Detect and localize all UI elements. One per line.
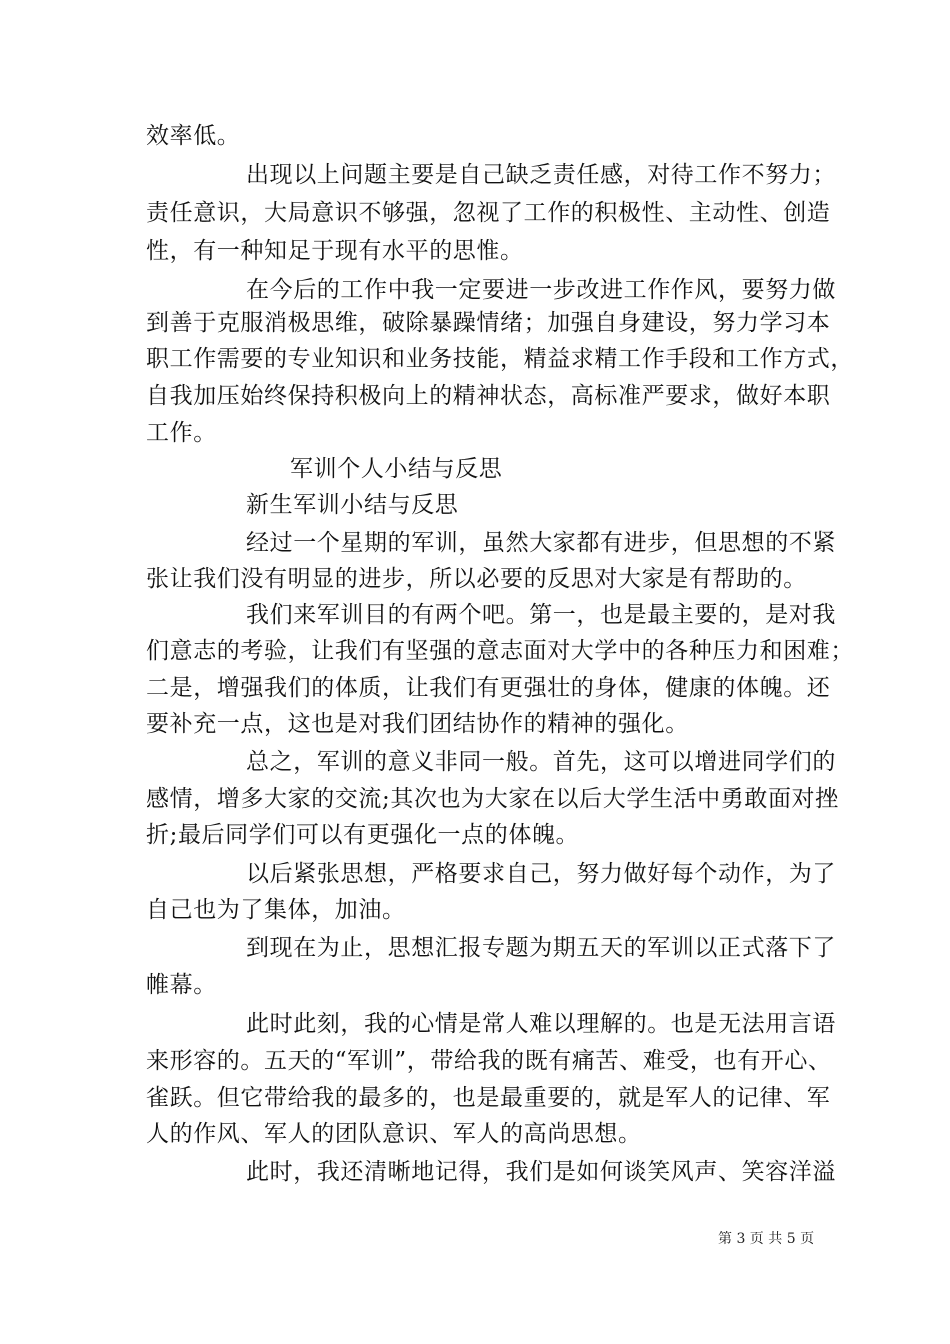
text-line: 自己也为了集体，加油。 xyxy=(146,897,406,923)
paragraph-line: 到现在为止，思想汇报专题为期五天的军训以正式落下了 xyxy=(246,935,836,961)
paragraph-line: 总之，军训的意义非同一般。首先，这可以增进同学们的 xyxy=(246,749,836,775)
paragraph-line: 出现以上问题主要是自己缺乏责任感，对待工作不努力； xyxy=(246,162,836,188)
text-line: 雀跃。但它带给我的最多的，也是最重要的，就是军人的记律、军 xyxy=(146,1085,831,1111)
text-line: 要补充一点，这也是对我们团结协作的精神的强化。 xyxy=(146,711,689,737)
text-line: 人的作风、军人的团队意识、军人的高尚思想。 xyxy=(146,1121,642,1147)
text-line: 们意志的考验，让我们有坚强的意志面对大学中的各种压力和困难； xyxy=(146,638,854,664)
paragraph-line: 在今后的工作中我一定要进一步改进工作作风，要努力做 xyxy=(246,277,836,303)
text-line: 张让我们没有明显的进步，所以必要的反思对大家是有帮助的。 xyxy=(146,566,807,592)
text-line: 感情，增多大家的交流;其次也为大家在以后大学生活中勇敢面对挫 xyxy=(146,786,839,812)
text-line: 效率低。 xyxy=(146,123,241,149)
section-title: 军训个人小结与反思 xyxy=(290,456,503,482)
text-line: 二是，增强我们的体质，让我们有更强壮的身体，健康的体魄。还 xyxy=(146,675,831,701)
text-line: 责任意识，大局意识不够强，忽视了工作的积极性、主动性、创造 xyxy=(146,200,831,226)
paragraph-line: 此时此刻，我的心情是常人难以理解的。也是无法用言语 xyxy=(246,1011,836,1037)
paragraph-line: 此时，我还清晰地记得，我们是如何谈笑风声、笑容洋溢 xyxy=(246,1159,836,1185)
text-line: 职工作需要的专业知识和业务技能，精益求精工作手段和工作方式， xyxy=(146,346,854,372)
text-line: 自我加压始终保持积极向上的精神状态，高标准严要求，做好本职 xyxy=(146,383,831,409)
page-number-footer: 第 3 页 共 5 页 xyxy=(718,1231,815,1247)
paragraph-line: 我们来军训目的有两个吧。第一，也是最主要的，是对我 xyxy=(246,602,836,628)
section-subtitle: 新生军训小结与反思 xyxy=(246,492,459,518)
text-line: 帷幕。 xyxy=(146,972,217,998)
text-line: 来形容的。五天的“军训”，带给我的既有痛苦、难受，也有开心、 xyxy=(146,1048,832,1074)
paragraph-line: 经过一个星期的军训，虽然大家都有进步，但思想的不紧 xyxy=(246,530,836,556)
text-line: 性，有一种知足于现有水平的思惟。 xyxy=(146,238,524,264)
text-line: 折;最后同学们可以有更强化一点的体魄。 xyxy=(146,822,580,848)
text-line: 到善于克服消极思维，破除暴躁情绪；加强自身建设，努力学习本 xyxy=(146,310,831,336)
paragraph-line: 以后紧张思想，严格要求自己，努力做好每个动作，为了 xyxy=(246,861,836,887)
text-line: 工作。 xyxy=(146,420,217,446)
